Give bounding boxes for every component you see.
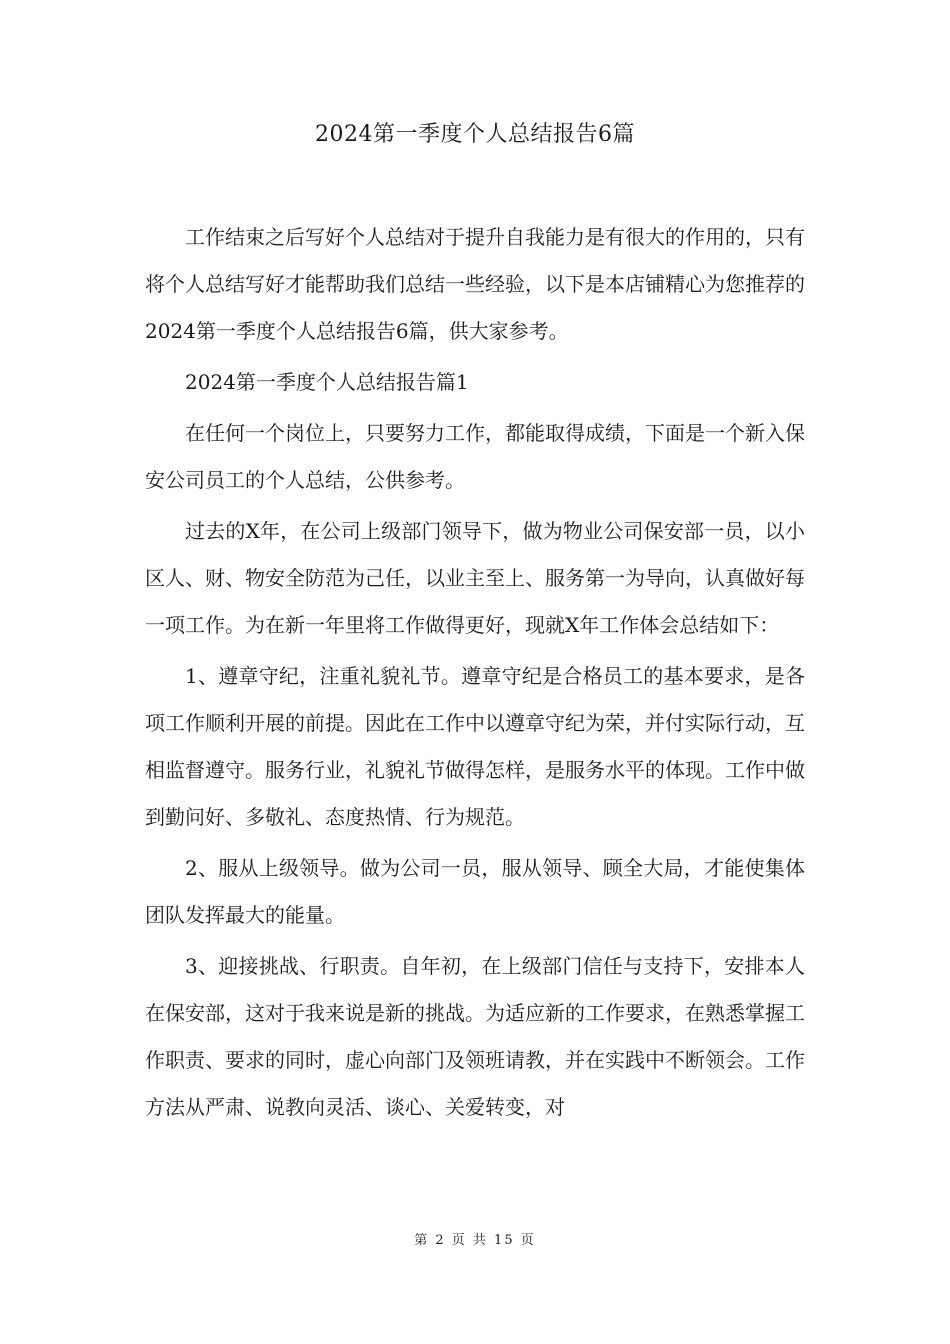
paragraph: 过去的X年，在公司上级部门领导下，做为物业公司保安部一员，以小区人、财、物安全防范为己任，以业主至上、服务第一为导向，认真做好每一项工作。为在新一年里将工作做得更好，现就X年工作体会总结如下：: [145, 519, 805, 637]
document-body: [145, 214, 805, 1131]
page-number-footer: 第 2 页 共 15 页: [414, 1233, 536, 1248]
paragraph: 1、遵章守纪，注重礼貌礼节。遵章守纪是合格员工的基本要求，是各项工作顺利开展的前提。因此在工作中以遵章守纪为荣，并付实际行动，互相监督遵守。服务行业，礼貌礼节做得怎样，是服务水平的体现。工作中做到勤问好、多敬礼、态度热情、行为规范。: [145, 664, 805, 829]
section-heading: 2024第一季度个人总结报告篇1: [185, 370, 469, 394]
paragraph: 3、迎接挑战、行职责。自年初，在上级部门信任与支持下，安排本人在保安部，这对于我来说是新的挑战。为适应新的工作要求，在熟悉掌握工作职责、要求的同时，虚心向部门及领班请教，并在实践中不断领会。工作方法从严肃、说教向灵活、谈心、关爱转变，对: [145, 954, 805, 1119]
paragraph: 2、服从上级领导。做为公司一员，服从领导、顾全大局，才能使集体团队发挥最大的能量。: [145, 856, 805, 927]
document-title: 2024第一季度个人总结报告6篇: [315, 122, 635, 147]
paragraph-intro: 工作结束之后写好个人总结对于提升自我能力是有很大的作用的，只有将个人总结写好才能帮助我们总结一些经验，以下是本店铺精心为您推荐的2024第一季度个人总结报告6篇，供大家参考。: [145, 225, 805, 343]
paragraph: 在任何一个岗位上，只要努力工作，都能取得成绩，下面是一个新入保安公司员工的个人总结，公供参考。: [145, 421, 805, 492]
